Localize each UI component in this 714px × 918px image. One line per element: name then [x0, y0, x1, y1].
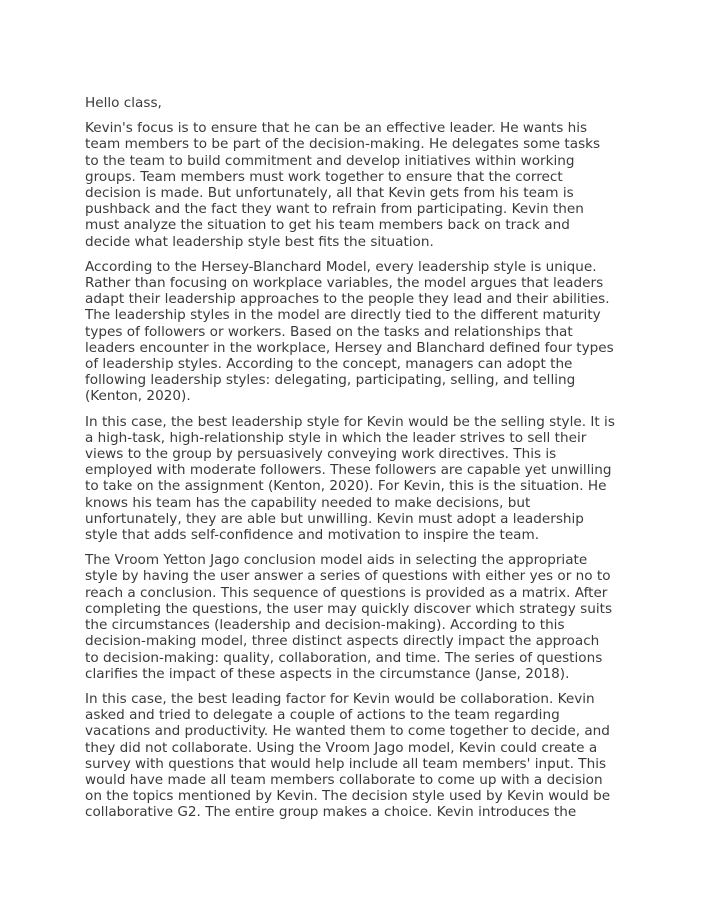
text-line: of leadership styles. According to the concept, managers can adopt the	[85, 356, 573, 373]
document-body	[85, 95, 645, 830]
text-line: decide what leadership style best fits the situation.	[85, 233, 434, 250]
text-line: groups. Team members must work together to ensure that the correct	[85, 168, 563, 185]
text-line: leaders encounter in the workplace, Hersey and Blanchard defined four types	[85, 339, 614, 356]
text-line: decision is made. But unfortunately, all that Kevin gets from his team is	[85, 185, 574, 202]
text-line: views to the group by persuasively conveying work directives. This is	[85, 446, 557, 463]
text-line: decision-making model, three distinct aspects directly impact the approach	[85, 633, 600, 650]
text-line: According to the Hersey-Blanchard Model, every leadership style is unique.	[85, 258, 597, 275]
text-line: adapt their leadership approaches to the people they lead and their abilities.	[85, 291, 610, 308]
text-line: Hello class,	[85, 95, 162, 111]
text-line: The leadership styles in the model are directly tied to the different maturity	[85, 307, 601, 324]
text-line: a high-task, high-relationship style in which the leader strives to sell their	[85, 429, 587, 446]
text-line: In this case, the best leadership style for Kevin would be the selling style. It is	[85, 413, 615, 430]
body-paragraph	[85, 414, 645, 544]
text-line: would have made all team members collaborate to come up with a decision	[85, 771, 603, 788]
text-line: asked and tried to delegate a couple of actions to the team regarding	[85, 707, 560, 724]
text-line: must analyze the situation to get his team members back on track and	[85, 217, 570, 234]
text-line: unfortunately, they are able but unwilling. Kevin must adopt a leadership	[85, 510, 584, 527]
text-line: style by having the user answer a series of questions with either yes or no to	[85, 568, 611, 585]
body-paragraph	[85, 259, 645, 405]
text-line: collaborative G2. The entire group makes a choice. Kevin introduces the	[85, 804, 577, 821]
body-paragraph	[85, 552, 645, 682]
text-line: to take on the assignment (Kenton, 2020). For Kevin, this is the situation. He	[85, 478, 607, 495]
text-line: knows his team has the capability needed to make decisions, but	[85, 494, 531, 511]
text-line: clarifies the impact of these aspects in the circumstance (Janse, 2018).	[85, 665, 570, 682]
text-line: on the topics mentioned by Kevin. The decision style used by Kevin would be	[85, 788, 611, 805]
body-paragraph	[85, 120, 645, 250]
text-line: to decision-making: quality, collaboration, and time. The series of questions	[85, 649, 603, 666]
text-line: Kevin's focus is to ensure that he can be an effective leader. He wants his	[85, 120, 588, 137]
greeting-paragraph	[85, 95, 645, 111]
text-line: completing the questions, the user may quickly discover which strategy suits	[85, 600, 613, 617]
text-line: to the team to build commitment and develop initiatives within working	[85, 152, 575, 169]
text-line: following leadership styles: delegating, participating, selling, and telling	[85, 372, 576, 389]
text-line: they did not collaborate. Using the Vroom Jago model, Kevin could create a	[85, 739, 598, 756]
text-line: the circumstances (leadership and decision-making). According to this	[85, 617, 565, 634]
body-paragraph	[85, 691, 645, 821]
text-line: style that adds self-confidence and motivation to inspire the team.	[85, 527, 540, 544]
text-line: employed with moderate followers. These followers are capable yet unwilling	[85, 462, 612, 479]
text-line: types of followers or workers. Based on the tasks and relationships that	[85, 323, 573, 340]
text-line: team members to be part of the decision-making. He delegates some tasks	[85, 136, 601, 153]
text-line: vacations and productivity. He wanted them to come together to decide, and	[85, 723, 610, 740]
text-line: The Vroom Yetton Jago conclusion model aids in selecting the appropriate	[85, 552, 588, 569]
text-line: Rather than focusing on workplace variables, the model argues that leaders	[85, 275, 604, 292]
text-line: In this case, the best leading factor for Kevin would be collaboration. Kevin	[85, 690, 595, 707]
text-line: pushback and the fact they want to refrain from participating. Kevin then	[85, 201, 584, 218]
text-line: survey with questions that would help include all team members' input. This	[85, 755, 607, 772]
text-line: reach a conclusion. This sequence of questions is provided as a matrix. After	[85, 584, 608, 601]
text-line: (Kenton, 2020).	[85, 388, 191, 405]
